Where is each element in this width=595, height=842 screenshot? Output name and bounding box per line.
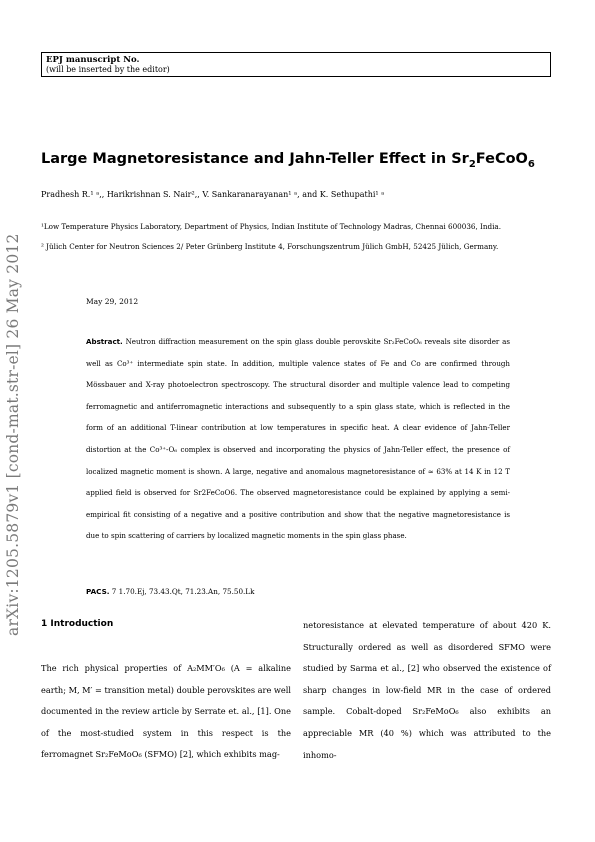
manuscript-date: May 29, 2012	[86, 297, 139, 306]
abstract-text: Neutron diffraction measurement on the spin glass double perovskite Sr₂FeCoO₆ reveals site disorder as well as Co³⁺ intermediate spin state. In addition, multiple valence states of Fe and Co are confirmed through Mössbauer and X-ray photoelectron spectroscopy. The structural disorder and multiple valence lead to competing ferromagnetic and antiferromagnetic interactions and subsequently to a spin glass state, which is reflected in the form of an additional T-linear contribution at low temperatures in specific heat. A clear evidence of Jahn-Teller distortion at the Co³⁺-O₆ complex is observed and incorporating the physics of Jahn-Teller effect, the presence of localized magnetic moment is shown. A large, negative and anomalous magnetoresistance of ≈ 63% at 14 K in 12 T applied field is observed for Sr2FeCoO6. The observed magnetoresistance could be explained by applying a semi-empirical fit consisting of a negative and a positive contribution and show that the negative magnetoresistance is due to spin scattering of carriers by localized magnetic moments in the spin glass phase.	[86, 337, 510, 541]
manuscript-info-box	[41, 52, 551, 77]
pacs-label: PACS.	[86, 587, 110, 596]
title-subscript-2: 6	[527, 158, 535, 170]
section-heading: 1 Introduction	[41, 619, 114, 629]
pacs-codes	[86, 587, 254, 596]
pacs-text: 7 1.70.Ej, 73.43.Qt, 71.23.An, 75.50.Lk	[111, 587, 255, 596]
editor-note: (will be inserted by the editor)	[46, 65, 170, 74]
affiliation-1: ¹Low Temperature Physics Laboratory, Department of Physics, Indian Institute of Technology Madras, Chennai 600036, India.	[41, 222, 501, 231]
intro-right-column: netoresistance at elevated temperature of about 420 K. Structurally ordered as well as disordered SFMO were studied by Sarma et al., [2] who observed the existence of sharp changes in low-field MR in the case of ordered sample. Cobalt-doped Sr₂FeMoO₆ also exhibits an appreciable MR (40 %) which was attributed to the inhomo-	[303, 620, 551, 760]
intro-left-column: The rich physical properties of A₂MM′O₆ (A = alkaline earth; M, M′ = transition metal) double perovskites are well documented in the review article by Serrate et. al., [1]. One of the most-studied system in this respect is the ferromagnet Sr₂FeMoO₆ (SFMO) [2], which exhibits mag-	[41, 663, 291, 760]
arxiv-identifier: arXiv:1205.5879v1 [cond-mat.str-el] 26 May 2012	[4, 233, 22, 636]
title-text: Large Magnetoresistance and Jahn-Teller Effect in Sr	[41, 151, 469, 167]
manuscript-number: EPJ manuscript No.	[46, 55, 140, 65]
author-list: Pradhesh R.¹ ᵃ,, Harikrishnan S. Nair²,, V. Sankaranarayanan¹ ᵃ, and K. Sethupathi¹ ᵃ	[41, 190, 385, 199]
abstract	[86, 331, 510, 547]
paper-title	[41, 151, 535, 170]
affiliation-2: ² Jülich Center for Neutron Sciences 2/ Peter Grünberg Institute 4, Forschungszentrum Jülich GmbH, 52425 Jülich, Germany.	[41, 242, 499, 251]
title-subscript-1: 2	[468, 158, 476, 170]
abstract-label: Abstract.	[86, 337, 123, 346]
title-text-mid: FeCoO	[475, 151, 528, 167]
